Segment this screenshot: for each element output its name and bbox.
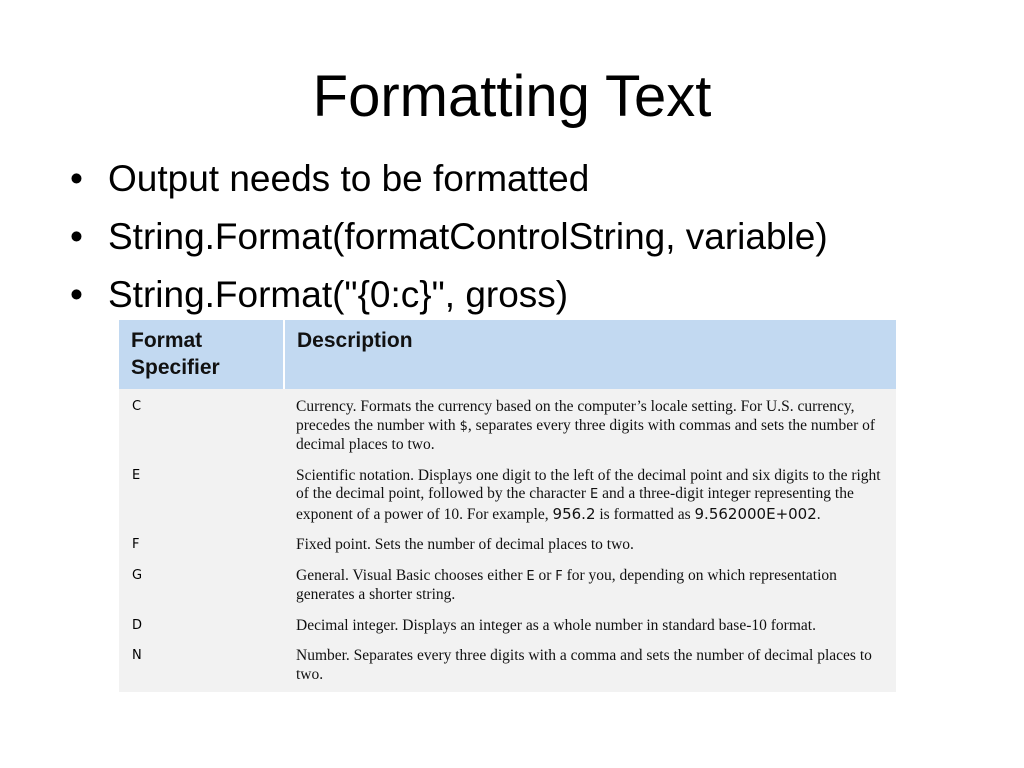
bullet-text: String.Format("{0:c}", gross) [108,274,569,315]
header-text: Specifier [131,356,220,379]
bullet-icon: • [70,158,83,199]
table-row [119,467,896,537]
format-specifier-code: N [132,648,142,663]
bullet-text: String.Format(formatControlString, variable) [108,216,828,257]
bullet-item [70,208,828,266]
table-header-row [119,320,896,389]
column-header-description: Description [297,329,413,352]
table-row [119,647,896,692]
table-row [119,389,896,467]
format-description: Decimal integer. Displays an integer as a whole number in standard base-10 format. [296,616,816,634]
header-text: Format [131,329,203,352]
bullet-item [70,150,828,208]
format-description: Scientific notation. Displays one digit to the left of the decimal point and six digits to the right of the decimal point, followed by the character E and a three-digit integer representing the exponent of a power of 10. For example, 956.2 is formatted as 9.562000E+002. [296,466,881,523]
bullet-icon: • [70,216,83,257]
format-description: Fixed point. Sets the number of decimal places to two. [296,536,634,553]
format-description: Currency. Formats the currency based on the computer’s locale setting. For U.S. currency, precedes the number with $, separates every three digits with commas and sets the number of decimal places to two. [296,398,876,453]
table-row [119,617,896,648]
table-row [119,536,896,567]
slide-title: Formatting Text [312,64,712,129]
bullet-list [70,150,828,324]
format-description: General. Visual Basic chooses either E or F for you, depending on which representation generates a shorter string. [296,566,837,603]
format-specifier-code: G [132,567,143,583]
bullet-icon: • [70,274,83,315]
format-specifier-code: E [132,467,141,483]
table-row [119,567,896,617]
format-description: Number. Separates every three digits with a comma and sets the number of decimal places to two. [296,647,872,683]
bullet-text: Output needs to be formatted [108,158,590,199]
format-specifier-code: D [132,617,143,633]
format-specifier-table [119,320,896,692]
bullet-item [70,266,828,324]
format-specifier-code: F [132,537,140,552]
format-specifier-code: C [132,399,142,414]
column-header-format-specifier [119,320,284,389]
